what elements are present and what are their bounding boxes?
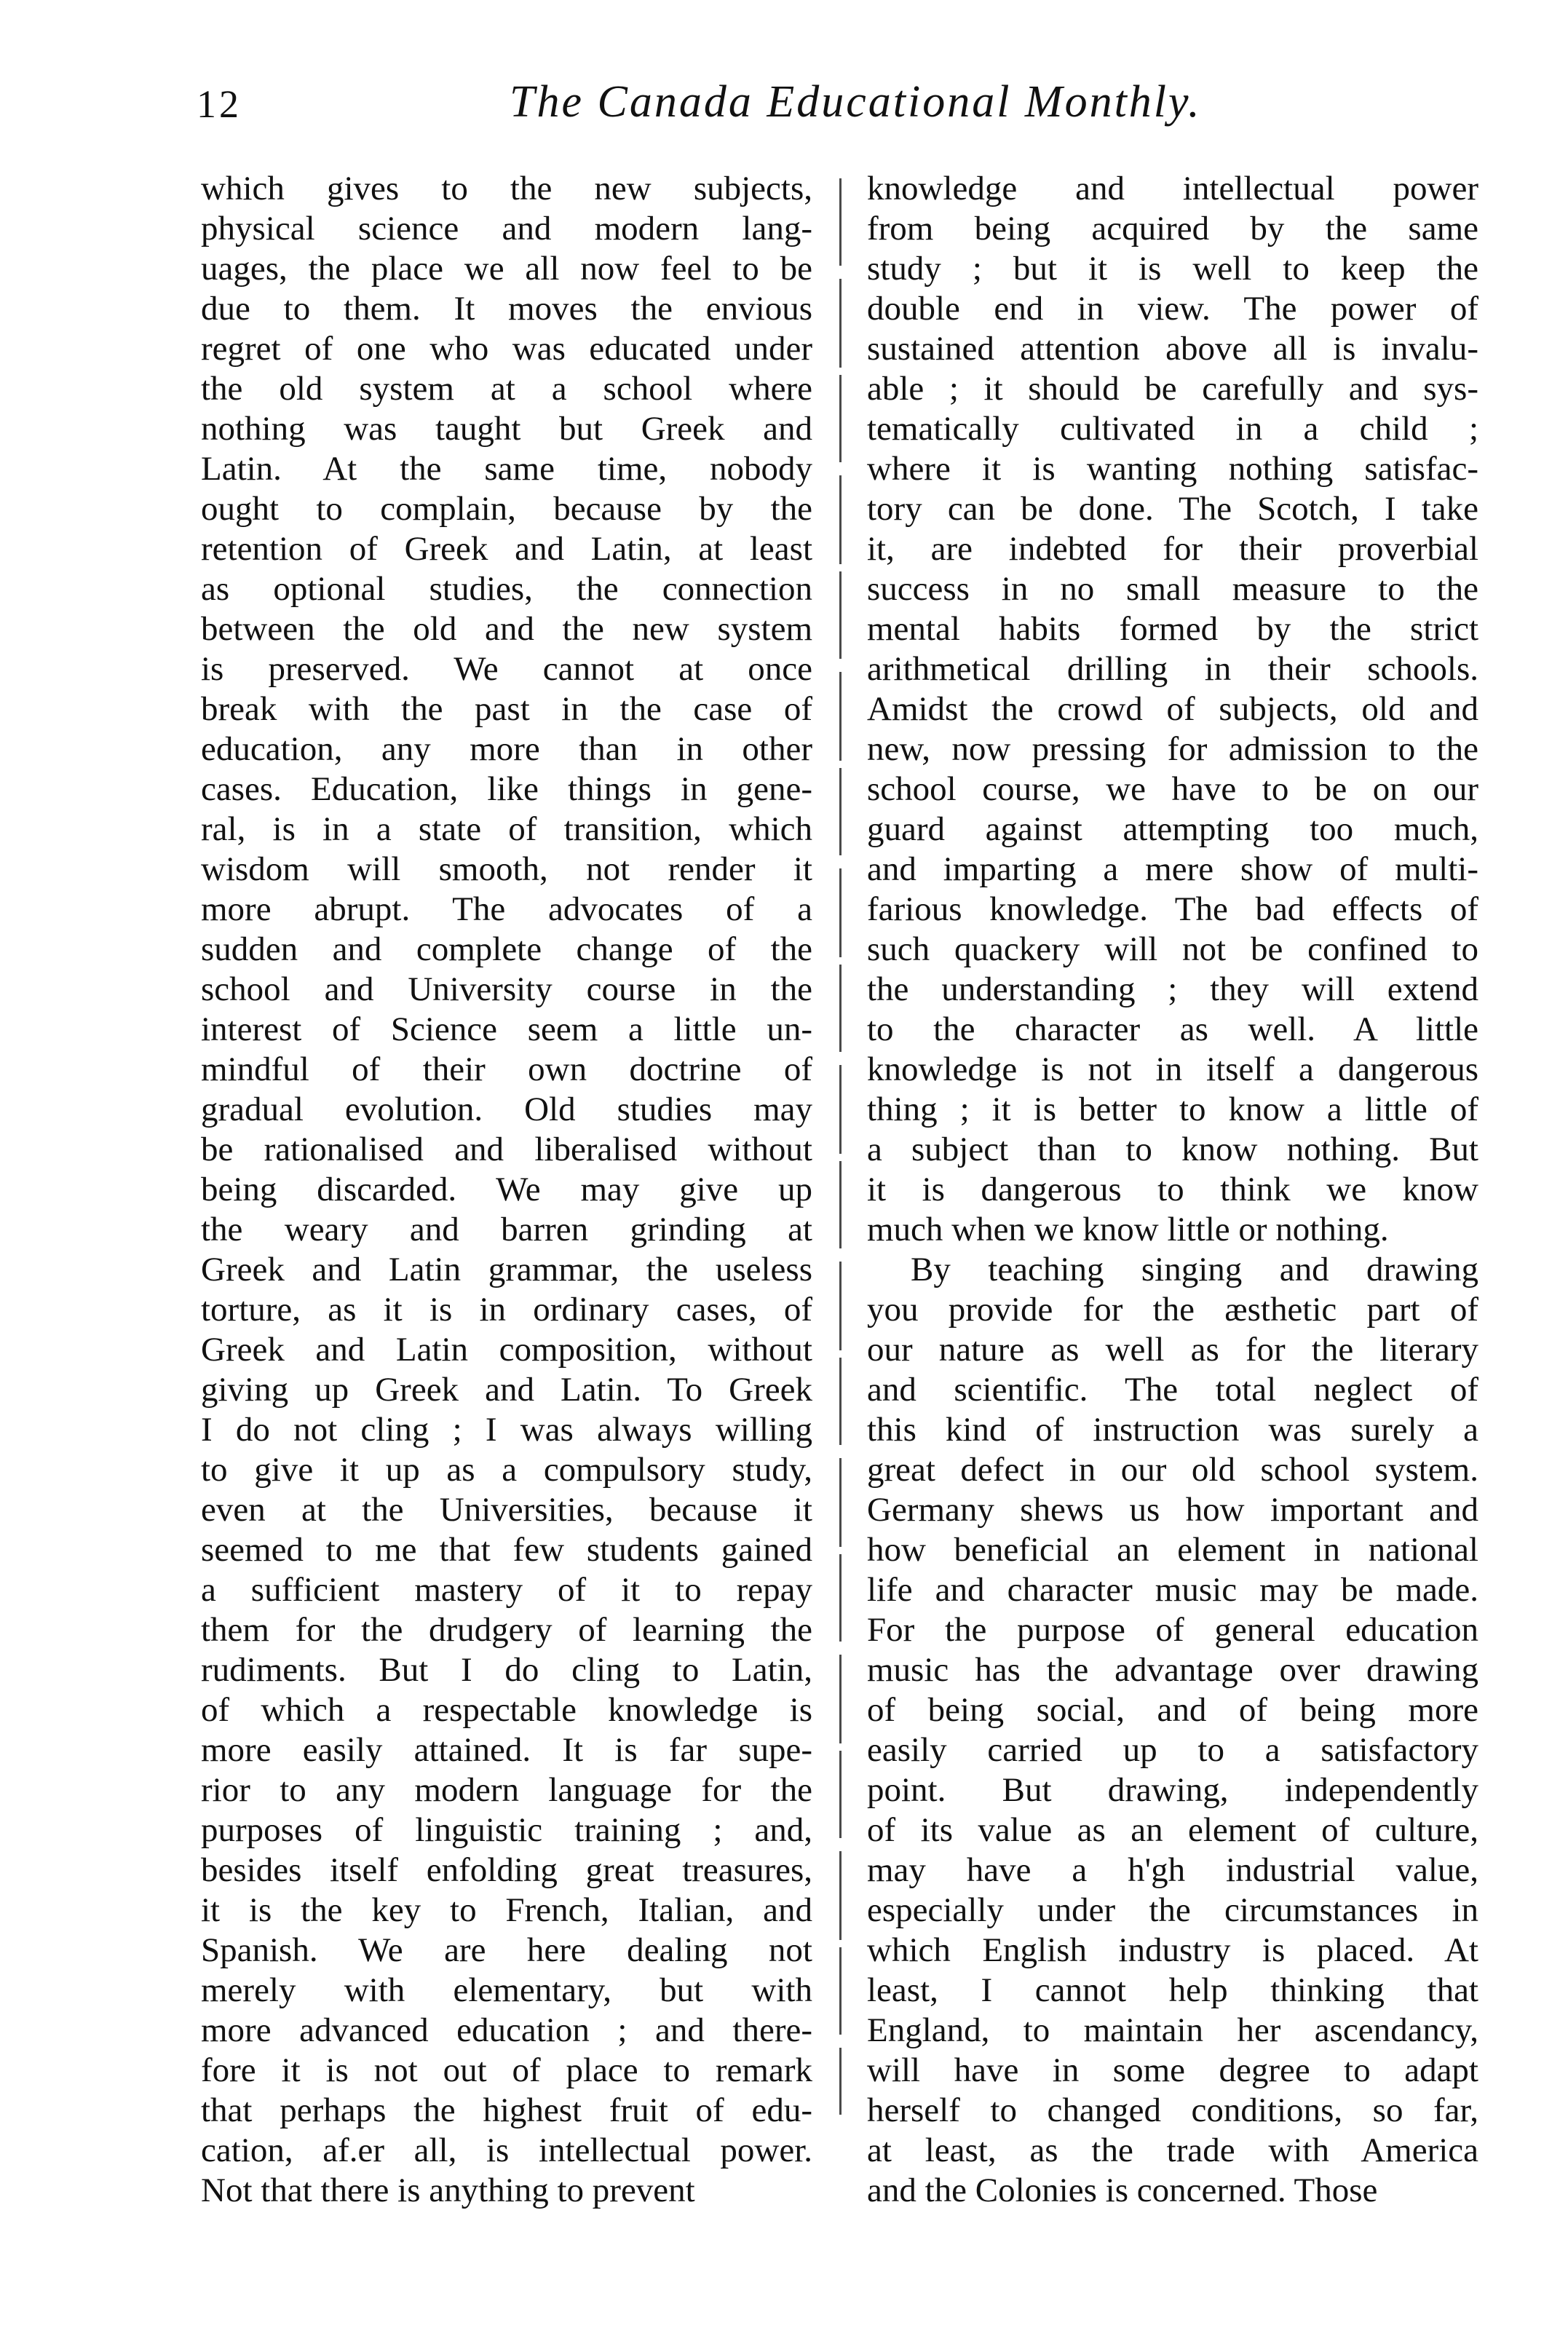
text-line: thing ; it is better to know a little of: [867, 1090, 1478, 1128]
text-line: it is the key to French, Italian, and: [201, 1891, 812, 1929]
text-line: seemed to me that few students gained: [201, 1531, 812, 1569]
text-line: study ; but it is well to keep the: [867, 250, 1478, 288]
text-line: sustained attention above all is invalu-: [867, 330, 1478, 368]
page-number: 12: [197, 82, 242, 126]
text-line: especially under the circumstances in: [867, 1891, 1478, 1929]
text-line: a sufficient mastery of it to repay: [201, 1571, 812, 1609]
text-line: physical science and modern lang-: [201, 210, 812, 248]
text-line: besides itself enfolding great treasures,: [201, 1851, 812, 1889]
text-line: that perhaps the highest fruit of edu-: [201, 2091, 812, 2129]
text-line: more advanced education ; and there-: [201, 2011, 812, 2049]
text-line: success in no small measure to the: [867, 570, 1478, 608]
text-line: easily carried up to a satisfactory: [867, 1731, 1478, 1769]
running-title: The Canada Educational Monthly.: [510, 77, 1202, 127]
text-line: education, any more than in other: [201, 730, 812, 768]
text-line: England, to maintain her ascendancy,: [867, 2011, 1478, 2049]
text-line: to give it up as a compulsory study,: [201, 1451, 812, 1489]
text-line: music has the advantage over drawing: [867, 1651, 1478, 1689]
text-line: this kind of instruction was surely a: [867, 1411, 1478, 1449]
text-line: the understanding ; they will extend: [867, 970, 1478, 1008]
text-line: a subject than to know nothing. But: [867, 1131, 1478, 1168]
text-line: may have a h'gh industrial value,: [867, 1851, 1478, 1889]
text-line: interest of Science seem a little un-: [201, 1010, 812, 1048]
text-line: tory can be done. The Scotch, I take: [867, 490, 1478, 528]
text-line: nothing was taught but Greek and: [201, 410, 812, 448]
text-line: mindful of their own doctrine of: [201, 1050, 812, 1088]
text-line: cases. Education, like things in gene-: [201, 770, 812, 808]
text-line: Amidst the crowd of subjects, old and: [867, 690, 1478, 728]
text-line: break with the past in the case of: [201, 690, 812, 728]
text-line: torture, as it is in ordinary cases, of: [201, 1291, 812, 1329]
text-line: it, are indebted for their proverbial: [867, 530, 1478, 568]
text-line: Not that there is anything to prevent: [201, 2171, 695, 2209]
text-line: of being social, and of being more: [867, 1691, 1478, 1729]
text-line: even at the Universities, because it: [201, 1491, 812, 1529]
text-line: gradual evolution. Old studies may: [201, 1090, 812, 1128]
text-line: Greek and Latin grammar, the useless: [201, 1251, 812, 1288]
text-line: double end in view. The power of: [867, 290, 1478, 328]
text-line: and imparting a mere show of multi-: [867, 850, 1478, 888]
text-line: cation, af.er all, is intellectual power.: [201, 2131, 812, 2169]
text-line: retention of Greek and Latin, at least: [201, 530, 812, 568]
text-line: rior to any modern language for the: [201, 1771, 812, 1809]
text-line: regret of one who was educated under: [201, 330, 812, 368]
text-line: ral, is in a state of transition, which: [201, 810, 812, 848]
text-line: giving up Greek and Latin. To Greek: [201, 1371, 812, 1409]
text-line: Latin. At the same time, nobody: [201, 450, 812, 488]
text-line: merely with elementary, but with: [201, 1971, 812, 2009]
text-line: least, I cannot help thinking that: [867, 1971, 1478, 2009]
text-line: being discarded. We may give up: [201, 1171, 812, 1208]
text-line: life and character music may be made.: [867, 1571, 1478, 1609]
text-line: will have in some degree to adapt: [867, 2051, 1478, 2089]
text-line: our nature as well as for the literary: [867, 1331, 1478, 1369]
text-line: knowledge and intellectual power: [867, 170, 1478, 207]
text-line: farious knowledge. The bad effects of: [867, 890, 1478, 928]
text-line: I do not cling ; I was always willing: [201, 1411, 812, 1449]
text-line: wisdom will smooth, not render it: [201, 850, 812, 888]
text-line: able ; it should be carefully and sys-: [867, 370, 1478, 408]
text-line: which gives to the new subjects,: [201, 170, 812, 207]
text-line: rudiments. But I do cling to Latin,: [201, 1651, 812, 1689]
text-line: the old system at a school where: [201, 370, 812, 408]
text-line: at least, as the trade with America: [867, 2131, 1478, 2169]
text-line: where it is wanting nothing satisfac-: [867, 450, 1478, 488]
text-line: guard against attempting too much,: [867, 810, 1478, 848]
text-line: the weary and barren grinding at: [201, 1211, 812, 1248]
text-line: and scientific. The total neglect of: [867, 1371, 1478, 1409]
text-line: great defect in our old school system.: [867, 1451, 1478, 1489]
text-line: between the old and the new system: [201, 610, 812, 648]
text-line: it is dangerous to think we know: [867, 1171, 1478, 1208]
text-line: school course, we have to be on our: [867, 770, 1478, 808]
column-divider: [839, 178, 842, 2115]
text-line: school and University course in the: [201, 970, 812, 1008]
text-line: purposes of linguistic training ; and,: [201, 1811, 812, 1849]
left-column: [201, 169, 812, 2211]
text-line: more abrupt. The advocates of a: [201, 890, 812, 928]
text-line: point. But drawing, independently: [867, 1771, 1478, 1809]
text-line: and the Colonies is concerned. Those: [867, 2171, 1378, 2209]
text-line: fore it is not out of place to remark: [201, 2051, 812, 2089]
text-line: due to them. It moves the envious: [201, 290, 812, 328]
text-line: as optional studies, the connection: [201, 570, 812, 608]
text-line: uages, the place we all now feel to be: [201, 250, 812, 288]
text-line: By teaching singing and drawing: [911, 1251, 1478, 1288]
text-line: Spanish. We are here dealing not: [201, 1931, 812, 1969]
text-line: mental habits formed by the strict: [867, 610, 1478, 648]
text-line: For the purpose of general education: [867, 1611, 1478, 1649]
text-line: is preserved. We cannot at once: [201, 650, 812, 688]
text-line: be rationalised and liberalised without: [201, 1131, 812, 1168]
text-line: such quackery will not be confined to: [867, 930, 1478, 968]
text-line: herself to changed conditions, so far,: [867, 2091, 1478, 2129]
text-line: of which a respectable knowledge is: [201, 1691, 812, 1729]
text-line: from being acquired by the same: [867, 210, 1478, 248]
text-line: sudden and complete change of the: [201, 930, 812, 968]
text-line: arithmetical drilling in their schools.: [867, 650, 1478, 688]
text-line: tematically cultivated in a child ;: [867, 410, 1478, 448]
text-line: to the character as well. A little: [867, 1010, 1478, 1048]
text-line: new, now pressing for admission to the: [867, 730, 1478, 768]
text-line: more easily attained. It is far supe-: [201, 1731, 812, 1769]
text-line: how beneficial an element in national: [867, 1531, 1478, 1569]
text-line: Greek and Latin composition, without: [201, 1331, 812, 1369]
text-line: Germany shews us how important and: [867, 1491, 1478, 1529]
text-line: you provide for the æsthetic part of: [867, 1291, 1478, 1329]
text-line: much when we know little or nothing.: [867, 1211, 1389, 1248]
right-column: [867, 169, 1478, 2211]
text-line: them for the drudgery of learning the: [201, 1611, 812, 1649]
text-line: knowledge is not in itself a dangerous: [867, 1050, 1478, 1088]
text-line: ought to complain, because by the: [201, 490, 812, 528]
text-line: which English industry is placed. At: [867, 1931, 1478, 1969]
text-line: of its value as an element of culture,: [867, 1811, 1478, 1849]
